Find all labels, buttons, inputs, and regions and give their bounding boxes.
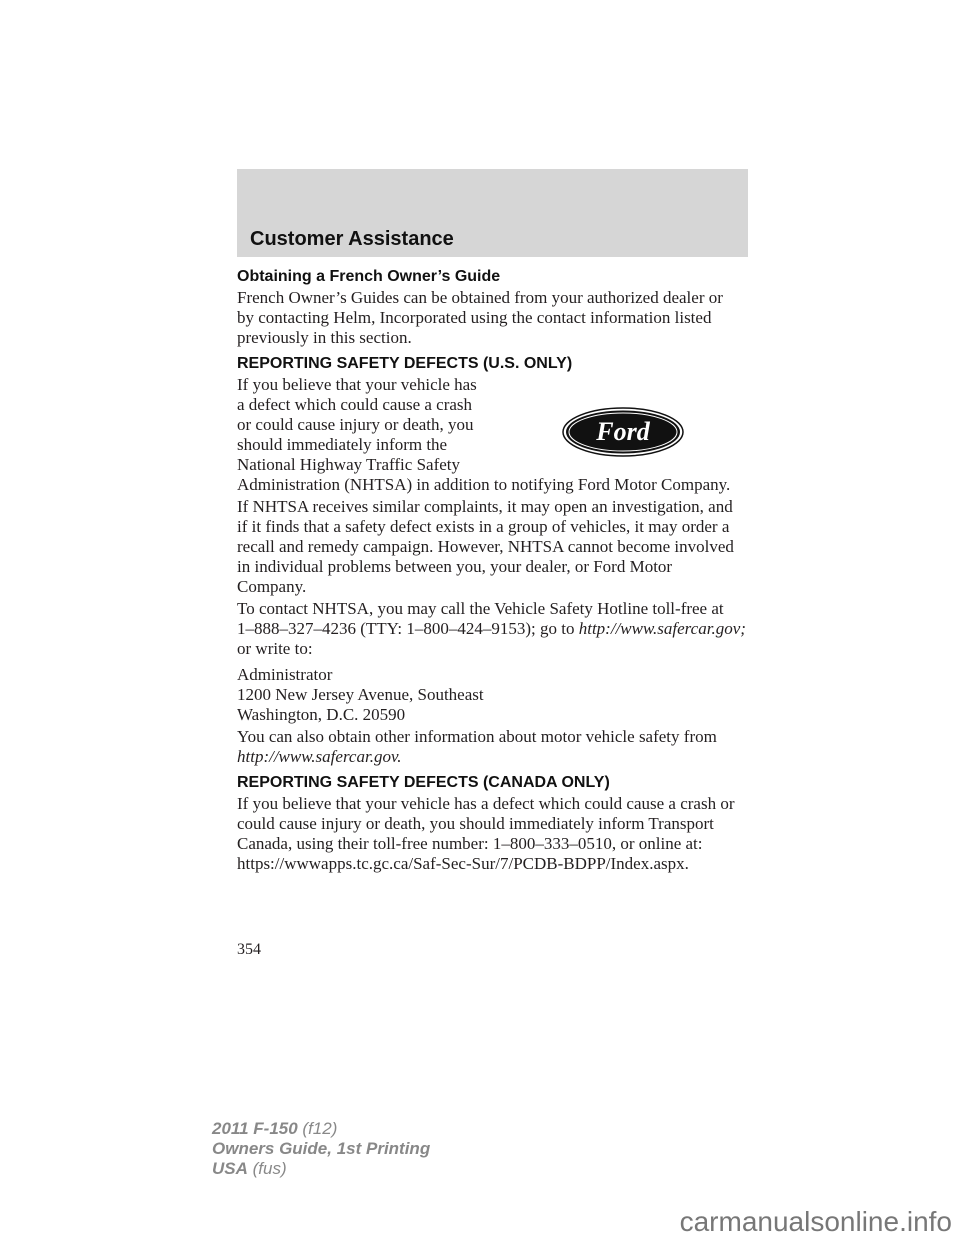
address-line: Washington, D.C. 20590	[237, 705, 406, 724]
ford-logo	[562, 407, 684, 457]
safercar-link[interactable]: http://www.safercar.gov;	[578, 619, 746, 638]
text-line: Company.	[237, 577, 307, 596]
text-line: If you believe that your vehicle has a defect which could cause a crash or	[237, 794, 735, 813]
text-line: 1–888–327–4236 (TTY: 1–800–424–9153); go to	[237, 619, 579, 638]
heading-canada-defects: REPORTING SAFETY DEFECTS (CANADA ONLY)	[237, 774, 610, 791]
text-line: or write to:	[237, 639, 313, 658]
address-line: Administrator	[237, 665, 333, 684]
paragraph-french-guide	[237, 288, 723, 348]
paragraph-us-2	[237, 497, 734, 597]
text-line: a defect which could cause a crash	[237, 395, 473, 414]
text-line: National Highway Traffic Safety	[237, 455, 461, 474]
footer-code: (f12)	[297, 1119, 338, 1138]
text-line: previously in this section.	[237, 328, 412, 347]
text-line: in individual problems between you, your dealer, or Ford Motor	[237, 557, 673, 576]
text-line: Administration (NHTSA) in addition to notifying Ford Motor Company.	[237, 475, 731, 494]
text-line: if it finds that a safety defect exists in a group of vehicles, it may order a	[237, 517, 730, 536]
text-line: could cause injury or death, you should immediately inform Transport	[237, 814, 714, 833]
address-line: 1200 New Jersey Avenue, Southeast	[237, 685, 484, 704]
text-line: Canada, using their toll-free number: 1–800–333–0510, or online at:	[237, 834, 703, 853]
paragraph-canada	[237, 794, 735, 874]
watermark: carmanualsonline.info	[679, 1206, 952, 1237]
section-title: Customer Assistance	[250, 228, 454, 250]
text-line: If you believe that your vehicle has	[237, 375, 477, 394]
page-number: 354	[237, 941, 261, 958]
print-footer	[212, 1119, 430, 1179]
footer-market: USA	[212, 1159, 248, 1178]
safercar-link-2[interactable]: http://www.safercar.gov.	[237, 747, 402, 766]
footer-printing: Owners Guide, 1st Printing	[212, 1139, 431, 1158]
text-line: To contact NHTSA, you may call the Vehicle Safety Hotline toll-free at	[237, 599, 724, 618]
footer-model: 2011 F-150	[212, 1119, 298, 1138]
footer-market-code: (fus)	[247, 1159, 287, 1178]
heading-french-guide: Obtaining a French Owner’s Guide	[237, 268, 501, 285]
section-header-band	[237, 169, 748, 257]
heading-us-defects: REPORTING SAFETY DEFECTS (U.S. ONLY)	[237, 355, 573, 372]
paragraph-us-4	[237, 727, 717, 767]
svg-text:Ford: Ford	[596, 417, 650, 446]
text-line: recall and remedy campaign. However, NHTSA cannot become involved	[237, 537, 734, 556]
text-line: You can also obtain other information about motor vehicle safety from	[237, 727, 717, 746]
text-line: by contacting Helm, Incorporated using the contact information listed	[237, 308, 712, 327]
text-line: If NHTSA receives similar complaints, it may open an investigation, and	[237, 497, 733, 516]
text-line: should immediately inform the	[237, 435, 448, 454]
text-line: or could cause injury or death, you	[237, 415, 474, 434]
paragraph-us-3	[237, 599, 746, 659]
address-block	[237, 665, 484, 725]
text-line: https://wwwapps.tc.gc.ca/Saf-Sec-Sur/7/PCDB-BDPP/Index.aspx.	[237, 854, 689, 873]
text-line: French Owner’s Guides can be obtained from your authorized dealer or	[237, 288, 723, 307]
